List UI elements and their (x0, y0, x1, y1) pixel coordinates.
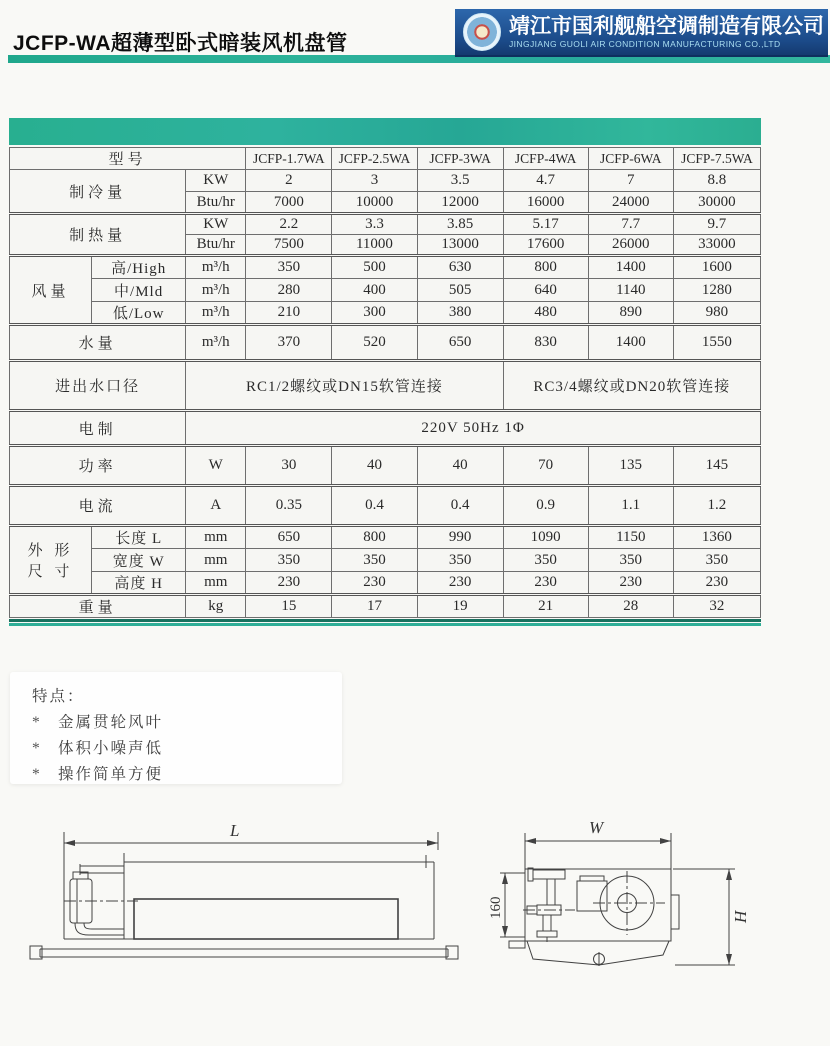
row-label-model: 型号 (10, 148, 246, 170)
model-cell: JCFP-3WA (417, 148, 503, 170)
value-cell: 11000 (332, 235, 417, 256)
company-name-en: JINGJIANG GUOLI AIR CONDITION MANUFACTURING CO.,LTD (509, 38, 781, 49)
pipe-spec-left: RC1/2螺纹或DN15软管连接 (186, 361, 503, 411)
table-row (10, 256, 761, 279)
value-cell: 17 (332, 595, 417, 618)
bullet-marker: * (32, 714, 40, 731)
value-cell: 16000 (503, 192, 588, 214)
row-label-electric: 电制 (10, 411, 186, 446)
value-cell: 3.5 (417, 170, 503, 192)
value-cell: 1400 (588, 325, 673, 361)
unit-cell: m³/h (186, 256, 246, 279)
value-cell: 980 (673, 302, 760, 325)
value-cell: 350 (588, 549, 673, 572)
sub-label-cell: 低/Low (92, 302, 186, 325)
sub-label-cell: 宽度 W (92, 549, 186, 572)
table-row (10, 549, 761, 572)
value-cell: 640 (503, 279, 588, 302)
unit-cell: m³/h (186, 325, 246, 361)
unit-cell: KW (186, 170, 246, 192)
value-cell: 7 (588, 170, 673, 192)
unit-cell: Btu/hr (186, 192, 246, 214)
value-cell: 30000 (673, 192, 760, 214)
value-cell: 32 (673, 595, 760, 618)
value-cell: 505 (417, 279, 503, 302)
feature-text: 操作简单方便 (58, 766, 164, 783)
page-title: JCFP-WA超薄型卧式暗装风机盘管 (13, 32, 348, 55)
electric-spec: 220V 50Hz 1Φ (186, 411, 761, 446)
model-cell: JCFP-7.5WA (673, 148, 760, 170)
value-cell: 1550 (673, 325, 760, 361)
feature-item (32, 762, 342, 788)
value-cell: 230 (417, 572, 503, 595)
value-cell: 380 (417, 302, 503, 325)
value-cell: 1.1 (588, 486, 673, 526)
value-cell: 890 (588, 302, 673, 325)
value-cell: 17600 (503, 235, 588, 256)
value-cell: 21 (503, 595, 588, 618)
value-cell: 1090 (503, 526, 588, 549)
row-label-water: 水量 (10, 325, 186, 361)
unit-cell: mm (186, 549, 246, 572)
unit-cell: m³/h (186, 302, 246, 325)
table-row (10, 361, 761, 411)
value-cell: 1280 (673, 279, 760, 302)
table-top-band (9, 118, 761, 145)
unit-cell: W (186, 446, 246, 486)
value-cell: 1.2 (673, 486, 760, 526)
table-row (10, 170, 761, 192)
unit-cell: A (186, 486, 246, 526)
model-cell: JCFP-1.7WA (246, 148, 332, 170)
value-cell: 230 (588, 572, 673, 595)
row-label-dimensions (10, 526, 92, 595)
value-cell: 26000 (588, 235, 673, 256)
sub-label-cell: 长度 L (92, 526, 186, 549)
value-cell: 350 (503, 549, 588, 572)
features-title: 特点： (32, 688, 85, 705)
feature-item (32, 736, 342, 762)
value-cell: 480 (503, 302, 588, 325)
row-label-cooling: 制冷量 (10, 170, 186, 214)
value-cell: 350 (673, 549, 760, 572)
row-label-pipe: 进出水口径 (10, 361, 186, 411)
unit-cell: mm (186, 526, 246, 549)
unit-cell: Btu/hr (186, 235, 246, 256)
value-cell: 650 (417, 325, 503, 361)
feature-item (32, 710, 342, 736)
bullet-marker: * (32, 740, 40, 757)
row-label-current: 电流 (10, 486, 186, 526)
unit-cell: m³/h (186, 279, 246, 302)
value-cell: 630 (417, 256, 503, 279)
dim-height-label: H (731, 910, 750, 923)
value-cell: 520 (332, 325, 417, 361)
value-cell: 40 (417, 446, 503, 486)
value-cell: 30 (246, 446, 332, 486)
dims-label-line2: 尺 寸 (27, 564, 74, 580)
model-cell: JCFP-2.5WA (332, 148, 417, 170)
value-cell: 230 (332, 572, 417, 595)
value-cell: 0.9 (503, 486, 588, 526)
value-cell: 3 (332, 170, 417, 192)
model-cell: JCFP-6WA (588, 148, 673, 170)
value-cell: 10000 (332, 192, 417, 214)
value-cell: 12000 (417, 192, 503, 214)
value-cell: 7500 (246, 235, 332, 256)
dim-depth-label: 160 (488, 896, 504, 919)
value-cell: 650 (246, 526, 332, 549)
value-cell: 280 (246, 279, 332, 302)
feature-text: 金属贯轮风叶 (58, 714, 164, 731)
table-row (10, 302, 761, 325)
row-label-airflow: 风量 (10, 256, 92, 325)
value-cell: 800 (332, 526, 417, 549)
table-row (10, 411, 761, 446)
unit-cell: KW (186, 214, 246, 235)
value-cell: 2.2 (246, 214, 332, 235)
table-bottom-band-dark (9, 619, 761, 622)
sub-label-cell: 中/Mld (92, 279, 186, 302)
table-row (10, 214, 761, 235)
features-box (10, 672, 342, 784)
value-cell: 3.3 (332, 214, 417, 235)
spec-table (9, 147, 761, 618)
value-cell: 230 (503, 572, 588, 595)
value-cell: 4.7 (503, 170, 588, 192)
value-cell: 1400 (588, 256, 673, 279)
value-cell: 145 (673, 446, 760, 486)
table-row (10, 595, 761, 618)
sub-label-cell: 高度 H (92, 572, 186, 595)
value-cell: 800 (503, 256, 588, 279)
table-row (10, 526, 761, 549)
value-cell: 19 (417, 595, 503, 618)
value-cell: 350 (246, 256, 332, 279)
pipe-spec-right: RC3/4螺纹或DN20软管连接 (503, 361, 760, 411)
value-cell: 15 (246, 595, 332, 618)
value-cell: 500 (332, 256, 417, 279)
value-cell: 0.35 (246, 486, 332, 526)
value-cell: 350 (246, 549, 332, 572)
unit-cell: mm (186, 572, 246, 595)
value-cell: 7000 (246, 192, 332, 214)
value-cell: 9.7 (673, 214, 760, 235)
value-cell: 40 (332, 446, 417, 486)
dims-label-line1: 外 形 (27, 543, 74, 559)
value-cell: 350 (417, 549, 503, 572)
dim-width-label: W (589, 818, 604, 837)
value-cell: 1600 (673, 256, 760, 279)
row-label-power: 功率 (10, 446, 186, 486)
value-cell: 370 (246, 325, 332, 361)
model-cell: JCFP-4WA (503, 148, 588, 170)
value-cell: 1140 (588, 279, 673, 302)
value-cell: 210 (246, 302, 332, 325)
value-cell: 3.85 (417, 214, 503, 235)
value-cell: 28 (588, 595, 673, 618)
value-cell: 70 (503, 446, 588, 486)
dim-length-label: L (230, 821, 240, 840)
value-cell: 1360 (673, 526, 760, 549)
value-cell: 135 (588, 446, 673, 486)
value-cell: 990 (417, 526, 503, 549)
value-cell: 400 (332, 279, 417, 302)
value-cell: 2 (246, 170, 332, 192)
company-logo-icon (463, 13, 501, 51)
table-row (10, 572, 761, 595)
value-cell: 24000 (588, 192, 673, 214)
value-cell: 300 (332, 302, 417, 325)
value-cell: 350 (332, 549, 417, 572)
unit-cell: kg (186, 595, 246, 618)
table-bottom-band-light (9, 623, 761, 626)
feature-text: 体积小噪声低 (58, 740, 164, 757)
table-row (10, 148, 761, 170)
table-row (10, 486, 761, 526)
table-row (10, 446, 761, 486)
row-label-heating: 制热量 (10, 214, 186, 256)
bullet-marker: * (32, 766, 40, 783)
side-view-drawing (28, 815, 460, 990)
value-cell: 33000 (673, 235, 760, 256)
sub-label-cell: 高/High (92, 256, 186, 279)
spec-table-section (9, 118, 761, 626)
value-cell: 13000 (417, 235, 503, 256)
value-cell: 1150 (588, 526, 673, 549)
value-cell: 230 (673, 572, 760, 595)
value-cell: 7.7 (588, 214, 673, 235)
company-name-cn: 靖江市国利舰船空调制造有限公司 (509, 14, 824, 38)
value-cell: 0.4 (332, 486, 417, 526)
value-cell: 8.8 (673, 170, 760, 192)
value-cell: 5.17 (503, 214, 588, 235)
table-row (10, 325, 761, 361)
value-cell: 0.4 (417, 486, 503, 526)
company-banner (455, 9, 828, 57)
value-cell: 230 (246, 572, 332, 595)
value-cell: 830 (503, 325, 588, 361)
row-label-weight: 重量 (10, 595, 186, 618)
end-view-drawing (475, 815, 775, 1015)
table-row (10, 279, 761, 302)
